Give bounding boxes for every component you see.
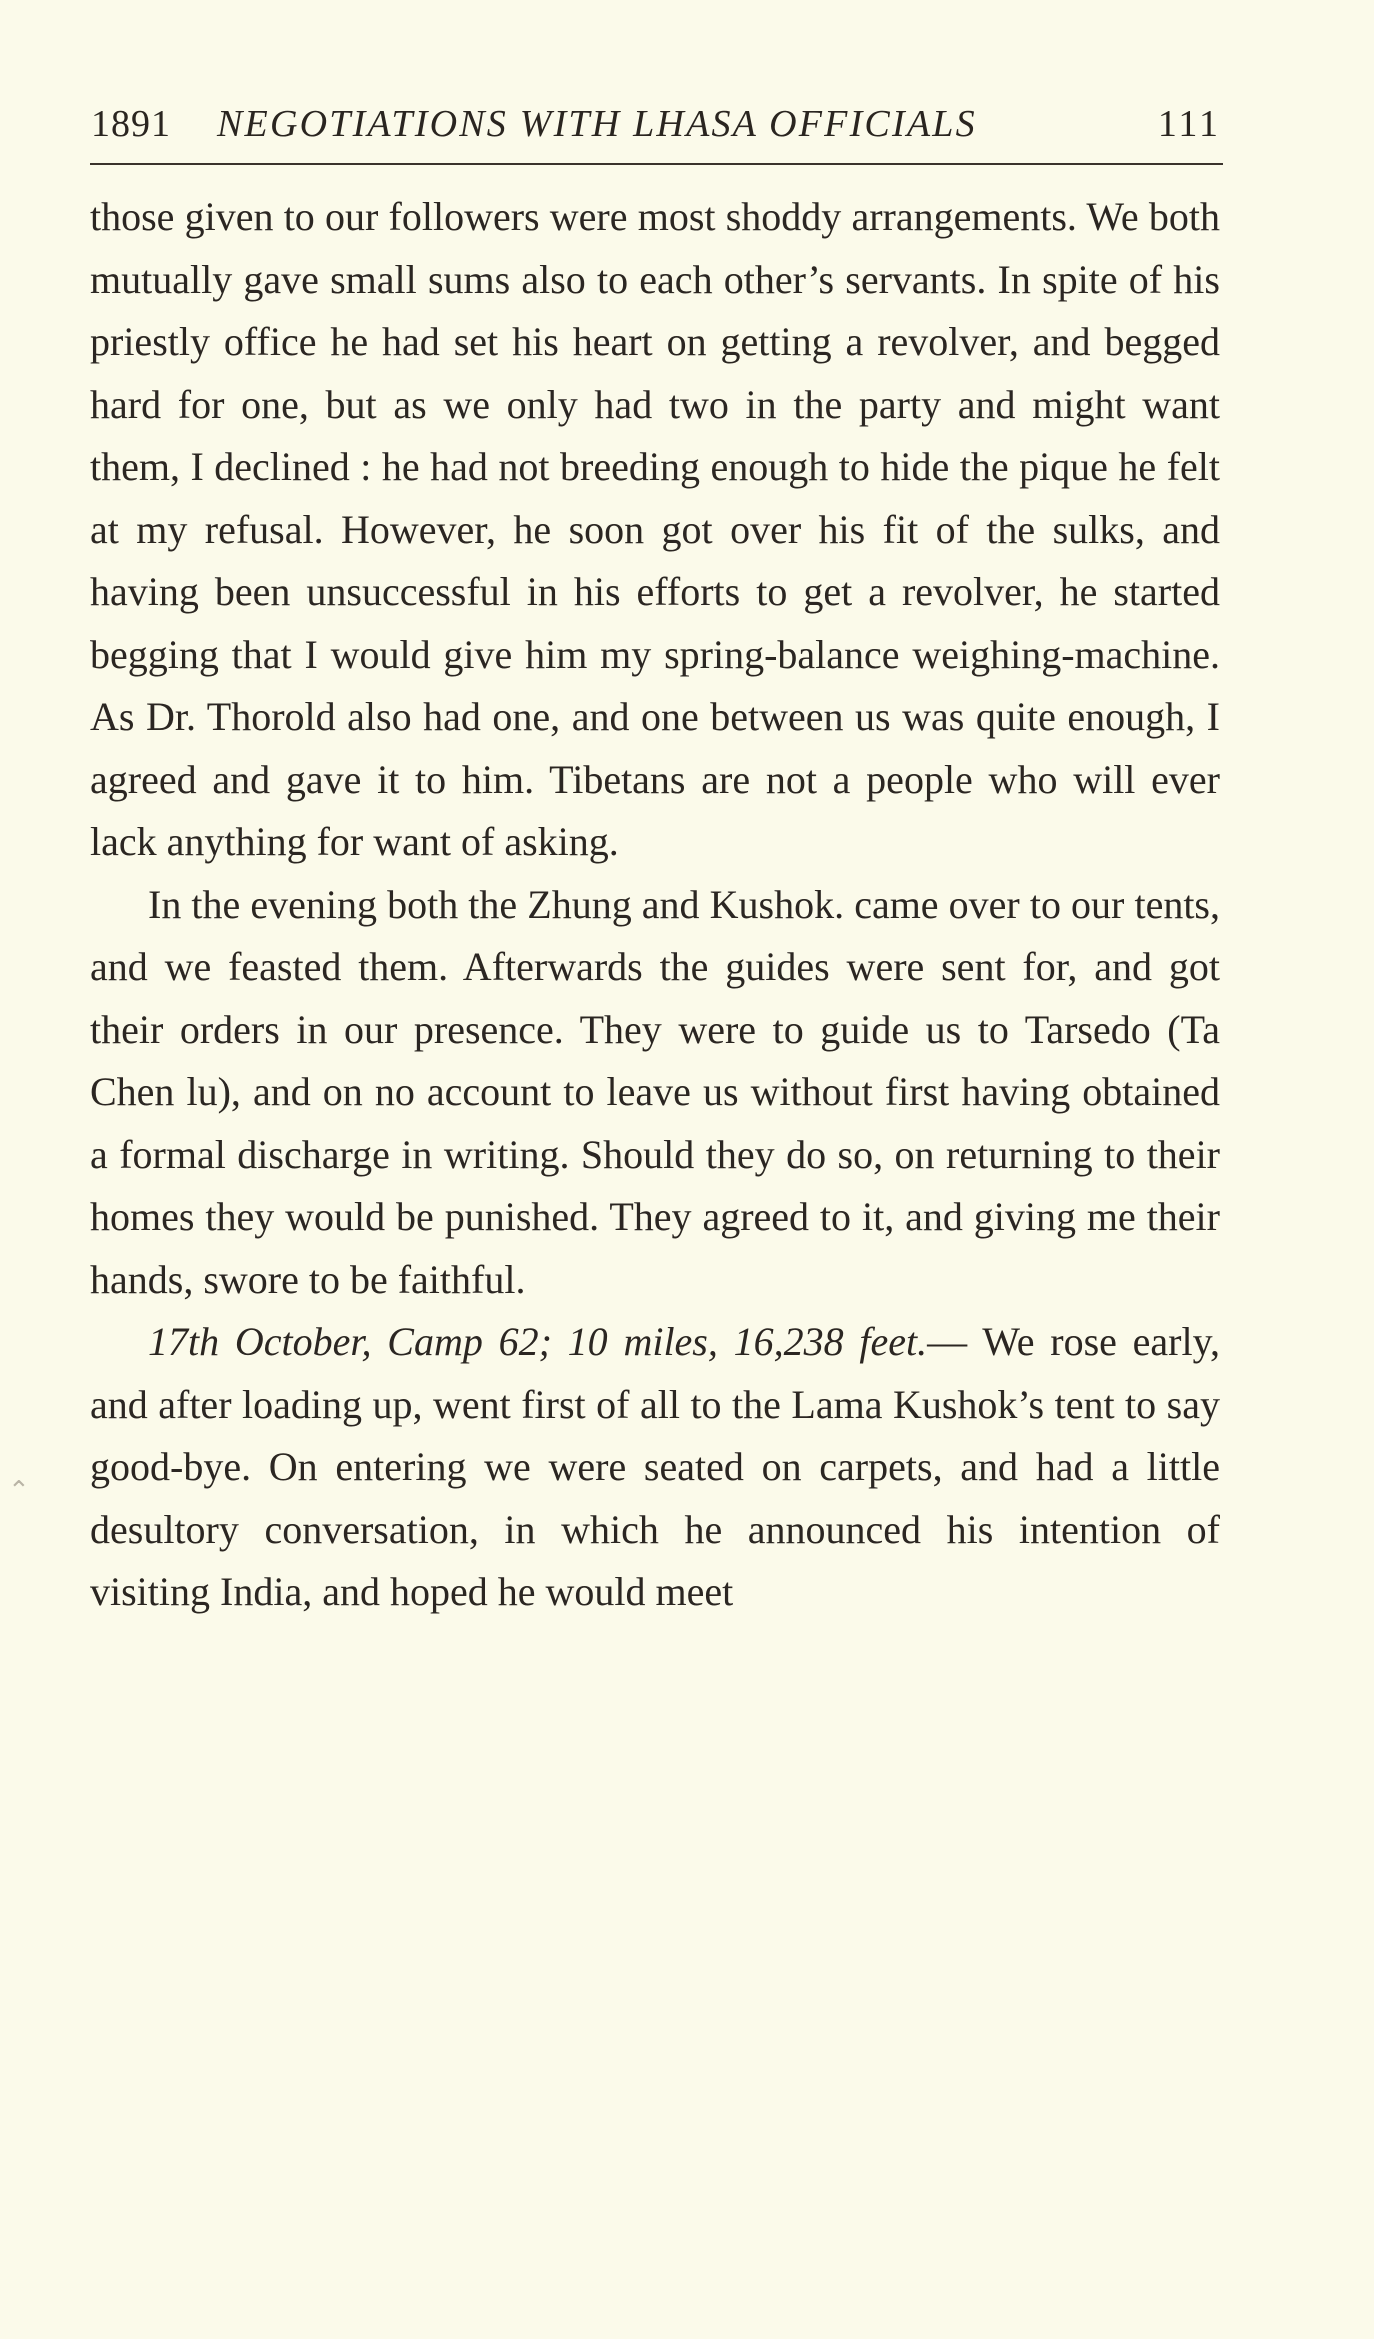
diary-entry-heading: 17th October, Camp 62; 10 miles, 16,238 feet.	[148, 1319, 928, 1364]
paragraph-2: In the evening both the Zhung and Kushok. came over to our tents, and we feasted them. Afterwards the guides were sent for, and got their orders in our presence. They were to guide us to Tarsedo (Ta Chen lu), and on no account to leave us without first having obtained a formal discharge in writing. Should they do so, on returning to their homes they would be punished. They agreed to it, and giving me their hands, swore to be faithful.	[90, 881, 1220, 1302]
running-head	[91, 96, 1221, 152]
heading-dash: —	[927, 1319, 968, 1364]
paragraph-1: those given to our followers were most shoddy arrangements. We both mutually gave small sums also to each other’s servants. In spite of his priestly office he had set his heart on getting a revolver, and begged hard for one, but as we only had two in the party and might want them, I declined : he had not breeding enough to hide the pique he felt at my refusal. However, he soon got over his fit of the sulks, and having been unsuccessful in his efforts to get a revolver, he started begging that I would give him my spring-balance weighing-machine. As Dr. Thorold also had one, and one between us was quite enough, I agreed and gave it to him. Tibetans are not a people who will ever lack anything for want of asking.	[90, 194, 1220, 864]
paragraph-3	[90, 1311, 1220, 1624]
header-rule	[90, 163, 1223, 165]
running-head-year: 1891	[91, 103, 171, 145]
running-head-title: NEGOTIATIONS WITH LHASA OFFICIALS	[217, 103, 977, 145]
paragraph-3-text: We rose early, and after loading up, went first of all to the Lama Kushok’s tent to say good-bye. On entering we were seated on carpets, and had a little desultory conversation, in which he announced his intention of visiting India, and hoped he would meet	[90, 1319, 1220, 1614]
page-number: 111	[1157, 103, 1221, 145]
margin-mark-icon: ⌃	[8, 1476, 30, 1506]
body-text	[90, 186, 1220, 1624]
